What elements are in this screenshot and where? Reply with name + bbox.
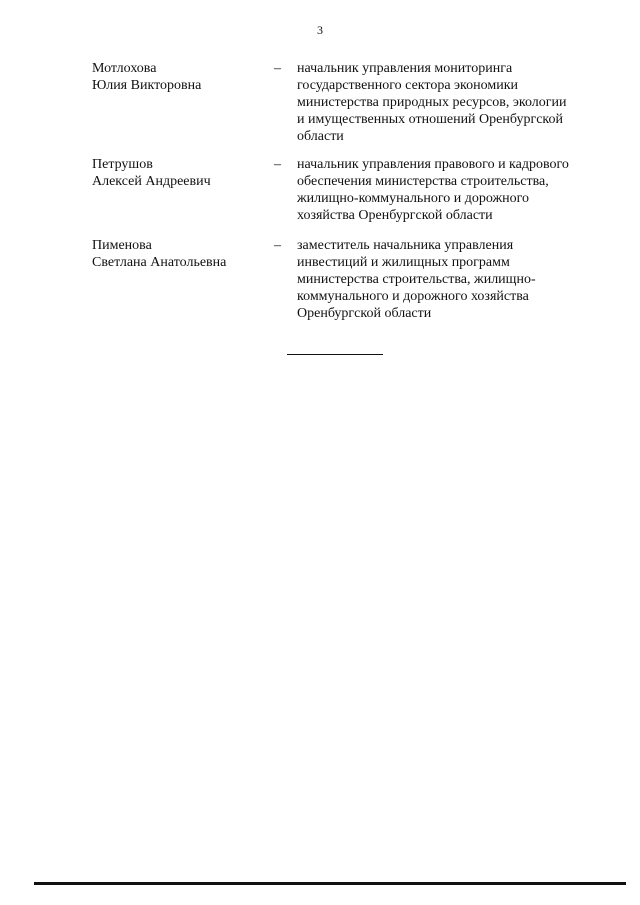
person-given-names: Юлия Викторовна <box>92 78 202 93</box>
position-line: хозяйства Оренбургской области <box>297 208 493 223</box>
person-surname: Петрушов <box>92 157 153 172</box>
person-position <box>297 60 592 145</box>
position-line: и имущественных отношений Оренбургской <box>297 112 563 127</box>
person-name <box>92 156 262 190</box>
page-bottom-rule <box>34 882 626 885</box>
position-line: заместитель начальника управления <box>297 238 514 253</box>
person-position <box>297 237 592 322</box>
person-name <box>92 60 262 94</box>
position-line: инвестиций и жилищных программ <box>297 255 510 270</box>
person-name <box>92 237 262 271</box>
dash-separator: – <box>274 238 281 253</box>
person-given-names: Светлана Анатольевна <box>92 255 227 270</box>
position-line: государственного сектора экономики <box>297 78 519 93</box>
position-line: начальник управления правового и кадрового <box>297 157 569 172</box>
position-line: Оренбургской области <box>297 306 432 321</box>
position-line: обеспечения министерства строительства, <box>297 174 549 189</box>
position-line: области <box>297 129 344 144</box>
position-line: министерства природных ресурсов, экологии <box>297 95 567 110</box>
dash-separator: – <box>274 61 281 76</box>
position-line: жилищно-коммунального и дорожного <box>297 191 530 206</box>
page-number: 3 <box>317 23 323 37</box>
person-surname: Пименова <box>92 238 152 253</box>
end-of-list-rule <box>287 354 383 355</box>
person-given-names: Алексей Андреевич <box>92 174 211 189</box>
position-line: министерства строительства, жилищно- <box>297 272 536 287</box>
position-line: коммунального и дорожного хозяйства <box>297 289 529 304</box>
person-surname: Мотлохова <box>92 61 157 76</box>
person-position <box>297 156 592 224</box>
position-line: начальник управления мониторинга <box>297 61 513 76</box>
dash-separator: – <box>274 157 281 172</box>
